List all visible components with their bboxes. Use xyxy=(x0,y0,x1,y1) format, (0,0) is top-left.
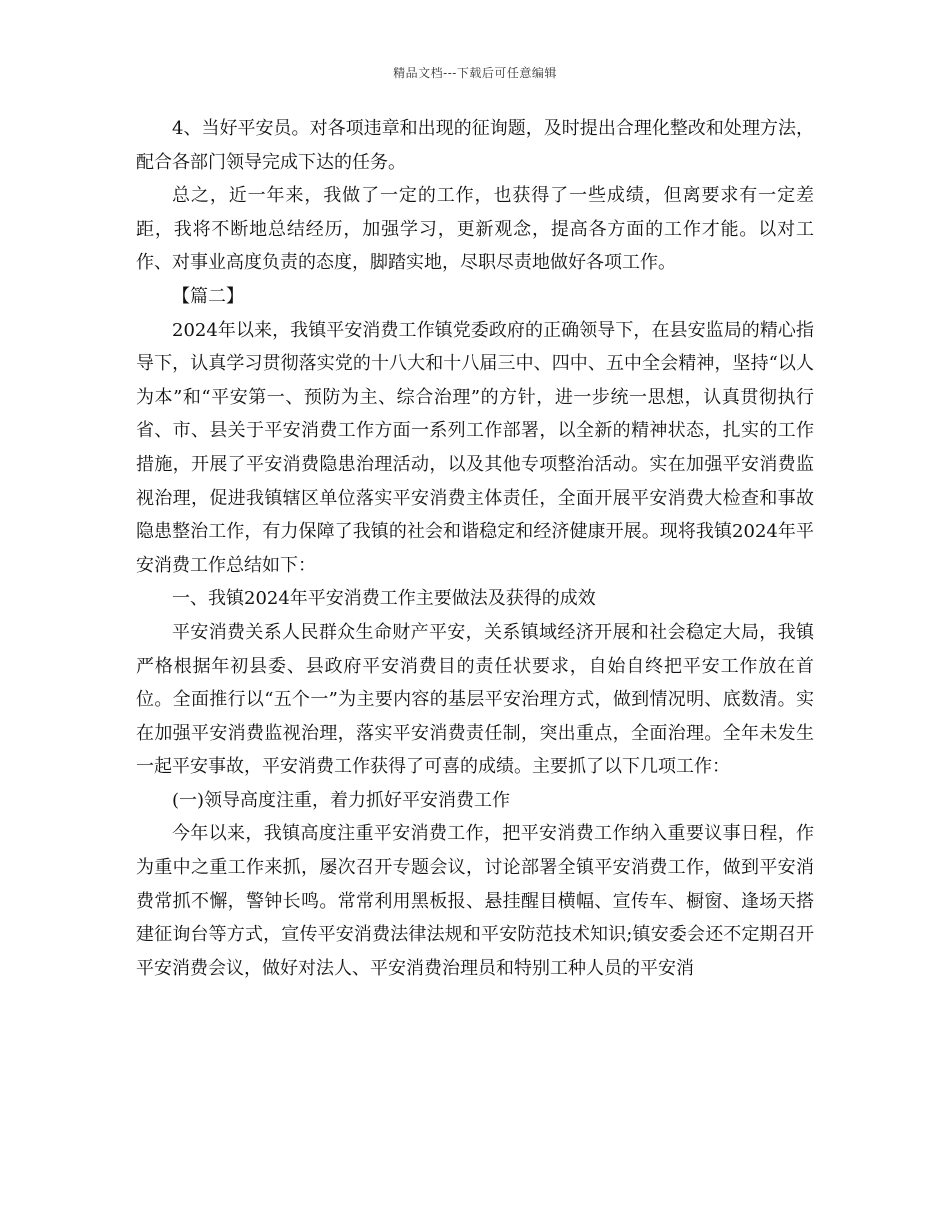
section-heading-part-two: 【篇二】 xyxy=(172,285,244,307)
paragraph-leadership: 今年以来，我镇高度注重平安消费工作，把平安消费工作纳入重要议事日程，作为重中之重工作来抓，屡次召开专题会议，讨论部署全镇平安消费工作，做到平安消费常抓不懈，警钟长鸣。常常利用黑板报、悬挂醒目横幅、宣传车、橱窗、逢场天搭建征询台等方式，宣传平安消费法律法规和平安防范技术知识;镇安委会还不定期召开平安消费会议，做好对法人、平安消费治理员和特别工种人员的平安消 xyxy=(136,823,814,979)
document-body xyxy=(136,112,814,985)
section-heading-1: 一、我镇2024年平安消费工作主要做法及获得的成效 xyxy=(172,588,596,610)
subsection-heading-1: (一)领导高度注重，着力抓好平安消费工作 xyxy=(172,789,511,811)
paragraph-point-4: 4、当好平安员。对各项违章和出现的征询题，及时提出合理化整改和处理方法，配合各部门领导完成下达的任务。 xyxy=(136,118,814,173)
paragraph-overview: 平安消费关系人民群众生命财产平安，关系镇域经济开展和社会稳定大局，我镇严格根据年初县委、县政府平安消费目的责任状要求，自始自终把平安工作放在首位。全面推行以“五个一”为主要内容的基层平安治理方式，做到情况明、底数清。实在加强平安消费监视治理，落实平安消费责任制，突出重点，全面治理。全年未发生一起平安事故，平安消费工作获得了可喜的成绩。主要抓了以下几项工作： xyxy=(136,621,814,778)
paragraph-summary: 总之，近一年来，我做了一定的工作，也获得了一些成绩，但离要求有一定差距，我将不断地总结经历，加强学习，更新观念，提高各方面的工作才能。以对工作、对事业高度负责的态度，脚踏实地，尽职尽责地做好各项工作。 xyxy=(136,185,814,274)
paragraph-intro: 2024年以来，我镇平安消费工作镇党委政府的正确领导下，在县安监局的精心指导下，认真学习贯彻落实党的十八大和十八届三中、四中、五中全会精神，坚持“以人为本”和“平安第一、预防为主、综合治理”的方针，进一步统一思想，认真贯彻执行省、市、县关于平安消费工作方面一系列工作部署，以全新的精神状态，扎实的工作措施，开展了平安消费隐患治理活动，以及其他专项整治活动。实在加强平安消费监视治理，促进我镇辖区单位落实平安消费主体责任，全面开展平安消费大检查和事故隐患整治工作，有力保障了我镇的社会和谐稳定和经济健康开展。现将我镇2024年平安消费工作总结如下： xyxy=(136,319,814,576)
page-header: 精品文档---下载后可任意编辑 xyxy=(393,66,557,80)
